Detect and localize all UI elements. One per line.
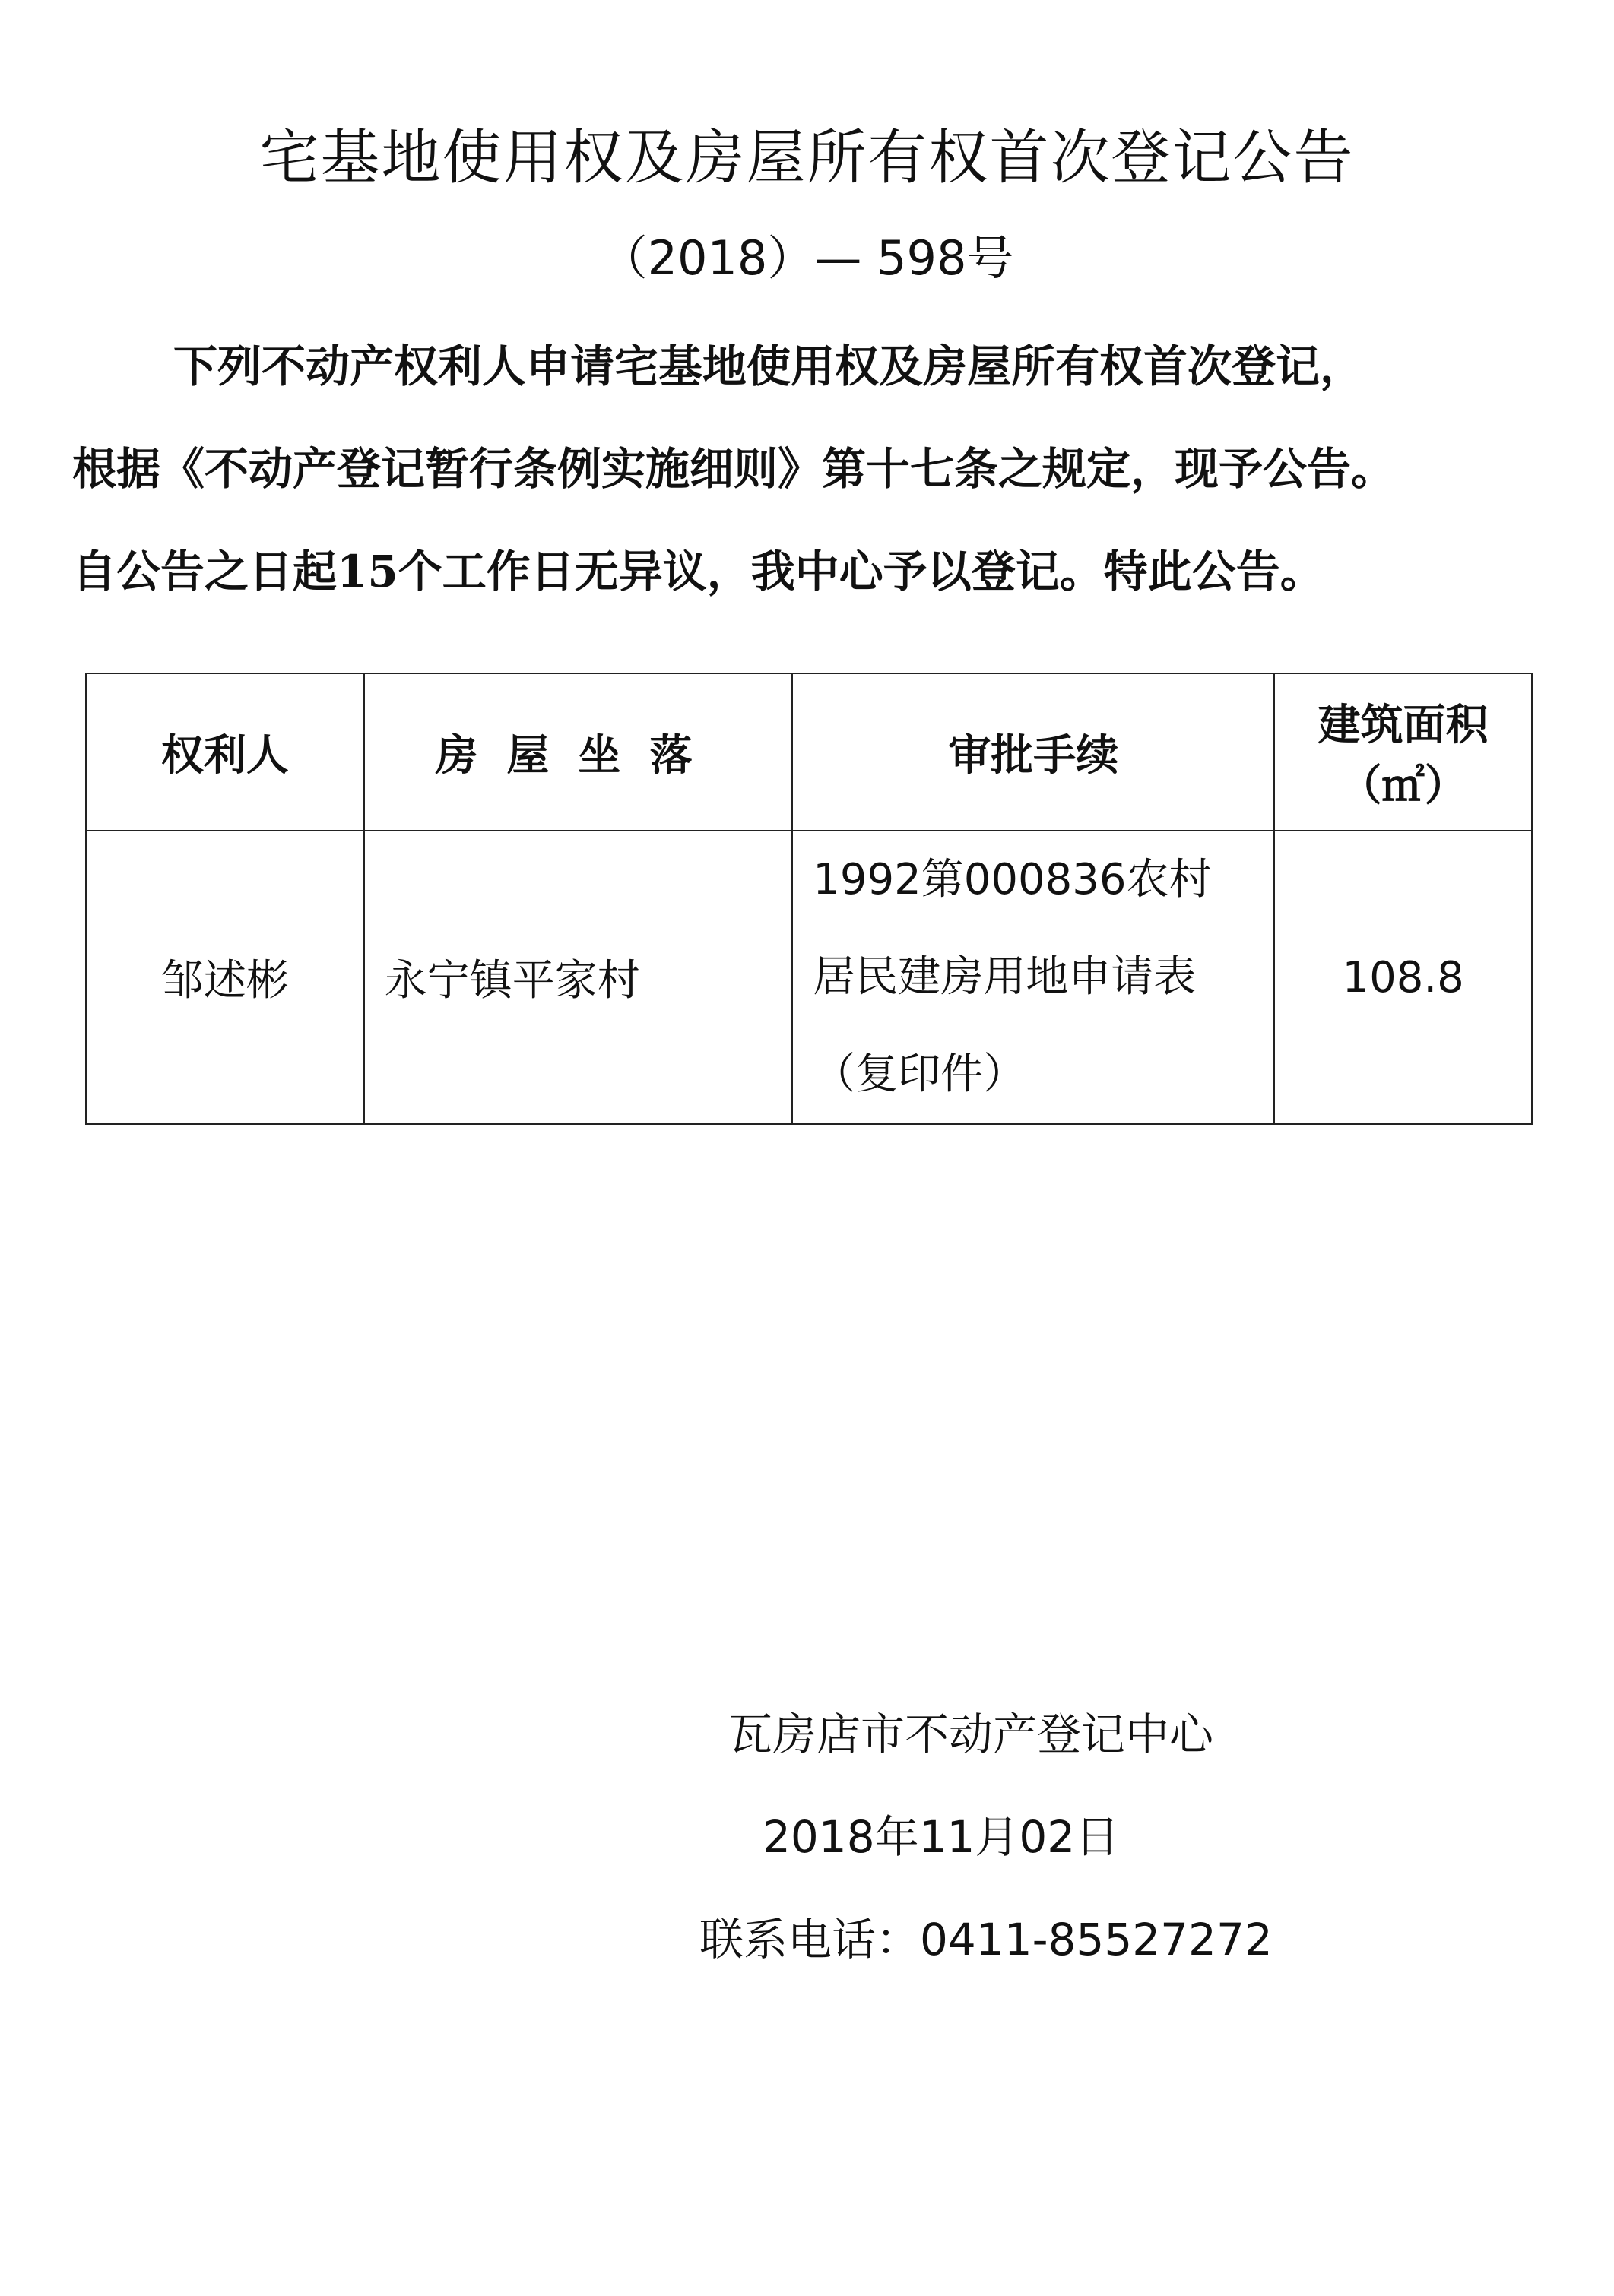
notice-title: 宅基地使用权及房屋所有权首次登记公告 [259,124,1355,192]
issuer-name: 瓦房店市不动产登记中心 [728,1709,1214,1760]
header-location: 房屋坐落 [364,673,793,831]
cell-approval-line-3: （复印件） [813,1050,1026,1099]
table-header-row [86,673,1532,831]
contact-phone: 联系电话：0411-85527272 [699,1914,1273,1965]
notice-paragraph-line-3: 自公告之日起15个工作日无异议，我中心予以登记。特此公告。 [72,546,1324,597]
cell-area: 108.8 [1274,831,1532,1124]
cell-holder: 邹述彬 [86,831,364,1124]
cell-approval [792,831,1274,1124]
notice-number: （2018）— 598号 [600,230,1014,286]
header-area-label: 建筑面积 [1318,699,1489,750]
registration-table [85,673,1533,1125]
table-row [86,831,1532,1124]
header-approval: 审批手续 [792,673,1274,831]
header-area [1274,673,1532,831]
issue-date: 2018年11月02日 [763,1811,1120,1863]
cell-approval-line-2: 居民建房用地申请表 [813,952,1197,1002]
header-area-unit: （㎡） [1339,760,1467,811]
cell-approval-line-1: 1992第000836农村 [813,855,1212,904]
notice-paragraph-line-2: 根据《不动产登记暂行条例实施细则》第十七条之规定，现予公告。 [72,443,1396,495]
notice-paragraph-line-1: 下列不动产权利人申请宅基地使用权及房屋所有权首次登记， [173,340,1365,392]
header-holder: 权利人 [86,673,364,831]
cell-location: 永宁镇平家村 [364,831,793,1124]
